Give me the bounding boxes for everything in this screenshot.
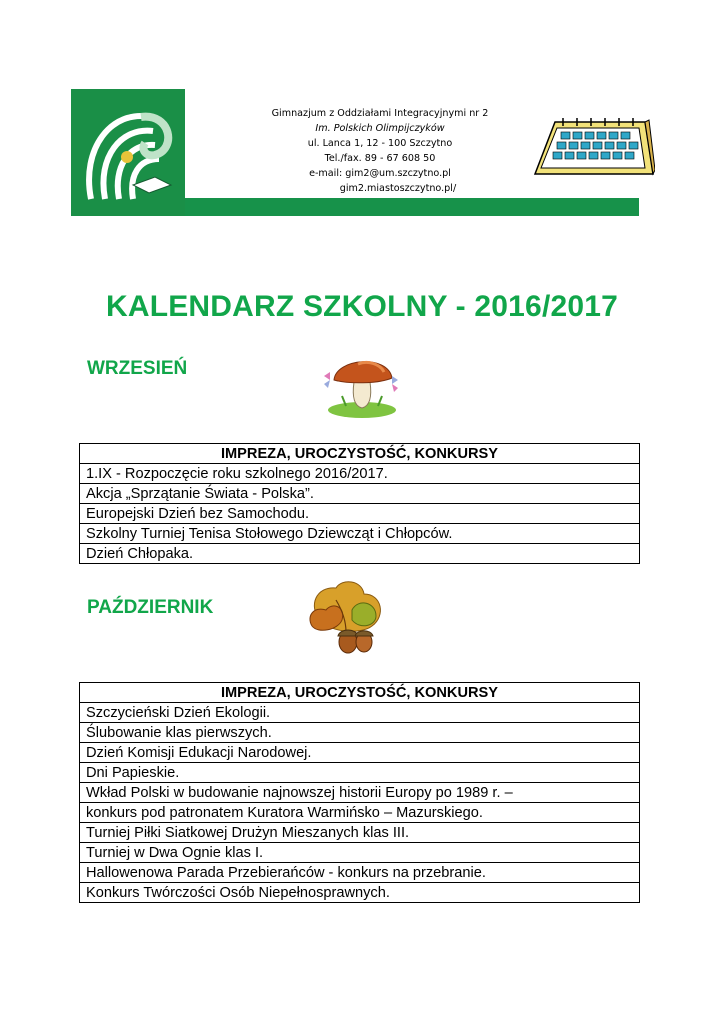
table-row <box>80 484 640 504</box>
table-row <box>80 743 640 763</box>
header-green-bar <box>185 198 639 216</box>
event-cell: Szczycieński Dzień Ekologii. <box>80 703 640 723</box>
table-row <box>80 504 640 524</box>
event-cell: Wkład Polski w budowanie najnowszej historii Europy po 1989 r. – <box>80 783 640 803</box>
school-website: gim2.miastoszczytno.pl/ <box>339 183 457 194</box>
event-cell: konkurs pod patronatem Kuratora Warmińsko – Mazurskiego. <box>80 803 640 823</box>
event-cell: Konkurs Twórczości Osób Niepełnosprawnych. <box>80 883 640 903</box>
table-header: IMPREZA, UROCZYSTOŚĆ, KONKURSY <box>80 444 640 464</box>
school-street: ul. Lanca 1, 12 - 100 Szczytno <box>307 138 453 149</box>
events-table-october <box>79 682 640 903</box>
table-row <box>80 723 640 743</box>
month-heading-october: PAŹDZIERNIK <box>87 597 214 618</box>
table-row <box>80 823 640 843</box>
school-name: Gimnazjum z Oddziałami Integracyjnymi nr 2 <box>271 108 489 119</box>
table-row <box>80 843 640 863</box>
event-cell: Szkolny Turniej Tenisa Stołowego Dziewcząt i Chłopców. <box>80 524 640 544</box>
mushroom-icon <box>318 344 406 420</box>
event-cell: Akcja „Sprzątanie Świata - Polska”. <box>80 484 640 504</box>
school-email: e-mail: gim2@um.szczytno.pl <box>309 168 451 179</box>
month-heading-september: WRZESIEŃ <box>87 358 188 379</box>
event-cell: Europejski Dzień bez Samochodu. <box>80 504 640 524</box>
table-row <box>80 524 640 544</box>
school-address-block <box>230 106 530 196</box>
event-cell: Dni Papieskie. <box>80 763 640 783</box>
events-table-september <box>79 443 640 564</box>
school-logo <box>71 89 185 216</box>
table-row <box>80 863 640 883</box>
table-row <box>80 703 640 723</box>
event-cell: Turniej Piłki Siatkowej Drużyn Mieszanych klas III. <box>80 823 640 843</box>
event-cell: Turniej w Dwa Ognie klas I. <box>80 843 640 863</box>
school-phone: Tel./fax. 89 - 67 608 50 <box>324 153 436 164</box>
table-row <box>80 544 640 564</box>
event-cell: 1.IX - Rozpoczęcie roku szkolnego 2016/2017. <box>80 464 640 484</box>
page-title: KALENDARZ SZKOLNY - 2016/2017 <box>105 290 619 323</box>
table-row <box>80 803 640 823</box>
table-row <box>80 464 640 484</box>
table-row <box>80 783 640 803</box>
table-header: IMPREZA, UROCZYSTOŚĆ, KONKURSY <box>80 683 640 703</box>
event-cell: Dzień Chłopaka. <box>80 544 640 564</box>
event-cell: Dzień Komisji Edukacji Narodowej. <box>80 743 640 763</box>
autumn-leaves-icon <box>302 576 388 658</box>
school-patron: Im. Polskich Olimpijczyków <box>315 123 445 134</box>
table-row <box>80 883 640 903</box>
event-cell: Hallowenowa Parada Przebierańców - konkurs na przebranie. <box>80 863 640 883</box>
calendar-icon <box>527 104 655 184</box>
table-row <box>80 763 640 783</box>
event-cell: Ślubowanie klas pierwszych. <box>80 723 640 743</box>
